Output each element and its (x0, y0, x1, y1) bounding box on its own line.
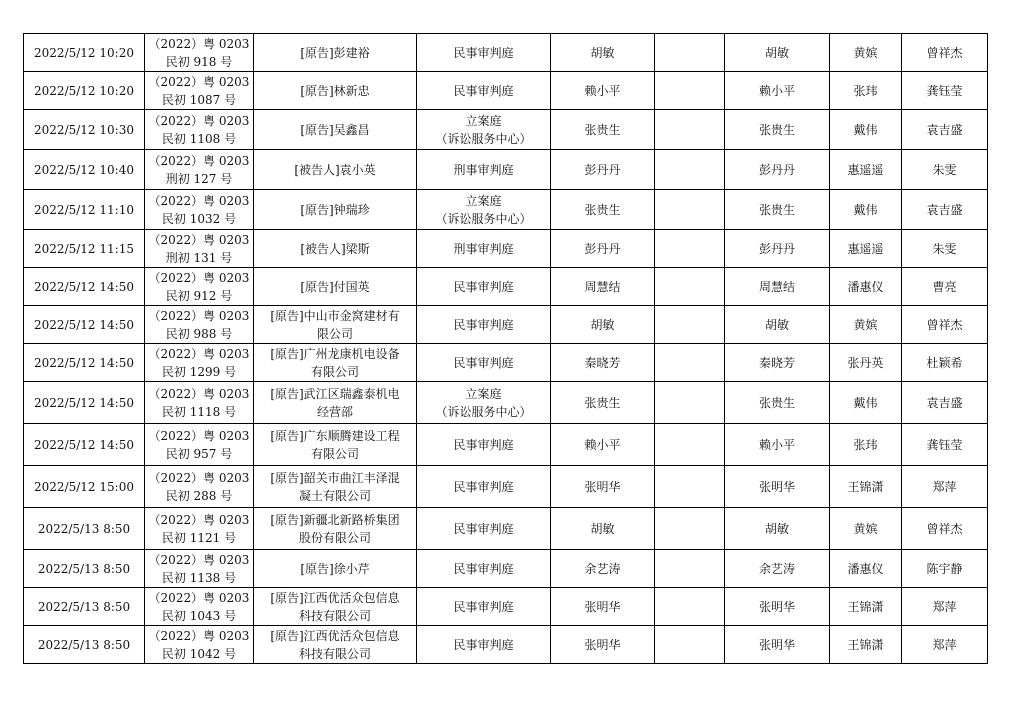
presiding-judge-cell: 张贵生 (725, 382, 830, 424)
table-row (24, 110, 988, 150)
clerk-cell: 黄嫔 (830, 34, 902, 72)
panel-member-cell: 曾祥杰 (902, 34, 988, 72)
party-cell (254, 230, 417, 268)
party-cell-line: [原告]武江区瑞鑫泰机电 (270, 386, 400, 401)
judge-cell: 彭丹丹 (551, 230, 655, 268)
tribunal-cell (417, 268, 551, 306)
case-number-cell-line: （2022）粤 0203 (148, 270, 250, 285)
case-number-cell-line: （2022）粤 0203 (148, 590, 250, 605)
table-row (24, 34, 988, 72)
case-number-cell (145, 110, 254, 150)
tribunal-cell-line: （诉讼服务中心） (435, 131, 532, 146)
clerk-cell: 戴伟 (830, 190, 902, 230)
case-number-cell-line: （2022）粤 0203 (148, 308, 250, 323)
table-row (24, 150, 988, 190)
panel-member-cell: 龚钰莹 (902, 72, 988, 110)
tribunal-cell (417, 588, 551, 626)
case-number-cell-line: （2022）粤 0203 (148, 470, 250, 485)
clerk-cell: 张丹英 (830, 344, 902, 382)
clerk-cell: 潘惠仪 (830, 268, 902, 306)
case-number-cell-line: 民初 912 号 (165, 288, 233, 303)
judge-cell: 张明华 (551, 626, 655, 664)
party-cell-line: [原告]中山市金窝建材有 (270, 308, 400, 323)
empty-cell (655, 382, 725, 424)
case-number-cell-line: 民初 1087 号 (161, 92, 237, 107)
tribunal-cell-line: 立案庭 (465, 193, 502, 208)
presiding-judge-cell: 胡敏 (725, 34, 830, 72)
party-cell-line: [原告]广州龙康机电设备 (270, 346, 400, 361)
party-cell (254, 306, 417, 344)
case-number-cell (145, 150, 254, 190)
hearing-time-cell: 2022/5/12 15:00 (24, 466, 145, 508)
tribunal-cell (417, 424, 551, 466)
case-number-cell-line: 民初 1043 号 (161, 608, 237, 623)
clerk-cell: 张玮 (830, 424, 902, 466)
case-number-cell-line: （2022）粤 0203 (148, 113, 250, 128)
empty-cell (655, 466, 725, 508)
tribunal-cell-line: 民事审判庭 (453, 521, 514, 536)
judge-cell: 赖小平 (551, 72, 655, 110)
case-number-cell (145, 466, 254, 508)
tribunal-cell (417, 508, 551, 550)
clerk-cell: 王锦潇 (830, 626, 902, 664)
tribunal-cell (417, 190, 551, 230)
case-number-cell (145, 34, 254, 72)
hearing-time-cell: 2022/5/12 14:50 (24, 268, 145, 306)
panel-member-cell: 郑萍 (902, 588, 988, 626)
clerk-cell: 潘惠仪 (830, 550, 902, 588)
tribunal-cell (417, 150, 551, 190)
tribunal-cell (417, 626, 551, 664)
tribunal-cell (417, 382, 551, 424)
presiding-judge-cell: 胡敏 (725, 508, 830, 550)
case-number-cell-line: （2022）粤 0203 (148, 153, 250, 168)
party-cell (254, 268, 417, 306)
presiding-judge-cell: 张明华 (725, 588, 830, 626)
empty-cell (655, 110, 725, 150)
panel-member-cell: 朱雯 (902, 150, 988, 190)
hearing-time-cell: 2022/5/12 10:40 (24, 150, 145, 190)
table-row (24, 466, 988, 508)
tribunal-cell-line: 民事审判庭 (453, 279, 514, 294)
empty-cell (655, 230, 725, 268)
case-number-cell (145, 72, 254, 110)
table-row (24, 550, 988, 588)
presiding-judge-cell: 秦晓芳 (725, 344, 830, 382)
case-number-cell-line: 刑初 131 号 (165, 250, 233, 265)
panel-member-cell: 郑萍 (902, 626, 988, 664)
hearing-time-cell: 2022/5/12 14:50 (24, 382, 145, 424)
judge-cell: 张明华 (551, 466, 655, 508)
presiding-judge-cell: 张贵生 (725, 190, 830, 230)
case-number-cell (145, 588, 254, 626)
party-cell-line: [原告]付国英 (300, 279, 370, 294)
clerk-cell: 王锦潇 (830, 588, 902, 626)
hearing-time-cell: 2022/5/13 8:50 (24, 508, 145, 550)
judge-cell: 张明华 (551, 588, 655, 626)
clerk-cell: 惠遥遥 (830, 230, 902, 268)
panel-member-cell: 朱雯 (902, 230, 988, 268)
party-cell-line: [原告]江西优活众包信息 (270, 628, 400, 643)
empty-cell (655, 72, 725, 110)
judge-cell: 胡敏 (551, 34, 655, 72)
panel-member-cell: 陈宇静 (902, 550, 988, 588)
panel-member-cell: 袁吉盛 (902, 110, 988, 150)
clerk-cell: 戴伟 (830, 110, 902, 150)
tribunal-cell-line: （诉讼服务中心） (435, 404, 532, 419)
party-cell-line: 科技有限公司 (298, 608, 371, 623)
table-row (24, 424, 988, 466)
panel-member-cell: 曹亮 (902, 268, 988, 306)
party-cell-line: [原告]吴鑫昌 (300, 122, 370, 137)
panel-member-cell: 曾祥杰 (902, 508, 988, 550)
case-number-cell-line: （2022）粤 0203 (148, 193, 250, 208)
hearing-time-cell: 2022/5/12 10:20 (24, 34, 145, 72)
case-number-cell (145, 508, 254, 550)
party-cell (254, 34, 417, 72)
case-number-cell-line: 民初 1121 号 (161, 530, 237, 545)
empty-cell (655, 190, 725, 230)
party-cell-line: [原告]韶关市曲江丰泽混 (270, 470, 400, 485)
hearing-time-cell: 2022/5/12 10:30 (24, 110, 145, 150)
panel-member-cell: 郑萍 (902, 466, 988, 508)
hearing-time-cell: 2022/5/12 10:20 (24, 72, 145, 110)
tribunal-cell (417, 230, 551, 268)
party-cell-line: [被告人]梁斯 (300, 241, 370, 256)
party-cell-line: [原告]新疆北新路桥集团 (270, 512, 400, 527)
tribunal-cell-line: 刑事审判庭 (453, 241, 514, 256)
hearing-table (23, 33, 988, 664)
presiding-judge-cell: 张明华 (725, 466, 830, 508)
tribunal-cell-line: 刑事审判庭 (453, 162, 514, 177)
party-cell-line: [原告]彭建裕 (300, 45, 370, 60)
tribunal-cell (417, 344, 551, 382)
case-number-cell (145, 382, 254, 424)
case-number-cell (145, 190, 254, 230)
case-number-cell-line: 民初 288 号 (165, 488, 233, 503)
hearing-time-cell: 2022/5/12 14:50 (24, 344, 145, 382)
party-cell-line: [原告]钟瑞珍 (300, 202, 370, 217)
tribunal-cell-line: 民事审判庭 (453, 83, 514, 98)
judge-cell: 余艺涛 (551, 550, 655, 588)
table-row (24, 508, 988, 550)
table-row (24, 268, 988, 306)
party-cell (254, 588, 417, 626)
hearing-time-cell: 2022/5/12 14:50 (24, 424, 145, 466)
party-cell-line: 经营部 (316, 404, 353, 419)
empty-cell (655, 626, 725, 664)
case-number-cell-line: 民初 1042 号 (161, 646, 237, 661)
table-row (24, 588, 988, 626)
presiding-judge-cell: 余艺涛 (725, 550, 830, 588)
party-cell (254, 344, 417, 382)
case-number-cell (145, 306, 254, 344)
hearing-time-cell: 2022/5/12 14:50 (24, 306, 145, 344)
presiding-judge-cell: 彭丹丹 (725, 150, 830, 190)
party-cell (254, 72, 417, 110)
case-number-cell-line: 民初 1299 号 (161, 364, 237, 379)
panel-member-cell: 曾祥杰 (902, 306, 988, 344)
hearing-schedule (23, 33, 988, 664)
table-row (24, 230, 988, 268)
party-cell (254, 626, 417, 664)
empty-cell (655, 588, 725, 626)
tribunal-cell-line: 民事审判庭 (453, 355, 514, 370)
presiding-judge-cell: 彭丹丹 (725, 230, 830, 268)
table-row (24, 190, 988, 230)
case-number-cell-line: 民初 1108 号 (161, 131, 237, 146)
case-number-cell (145, 424, 254, 466)
tribunal-cell-line: 民事审判庭 (453, 317, 514, 332)
clerk-cell: 张玮 (830, 72, 902, 110)
party-cell-line: [原告]江西优活众包信息 (270, 590, 400, 605)
tribunal-cell-line: 民事审判庭 (453, 45, 514, 60)
tribunal-cell-line: （诉讼服务中心） (435, 211, 532, 226)
case-number-cell-line: （2022）粤 0203 (148, 428, 250, 443)
case-number-cell-line: （2022）粤 0203 (148, 74, 250, 89)
table-row (24, 72, 988, 110)
tribunal-cell-line: 立案庭 (465, 113, 502, 128)
tribunal-cell-line: 民事审判庭 (453, 479, 514, 494)
hearing-time-cell: 2022/5/13 8:50 (24, 550, 145, 588)
party-cell-line: 限公司 (316, 326, 353, 341)
presiding-judge-cell: 赖小平 (725, 424, 830, 466)
empty-cell (655, 508, 725, 550)
hearing-time-cell: 2022/5/12 11:15 (24, 230, 145, 268)
panel-member-cell: 杜颖希 (902, 344, 988, 382)
case-number-cell-line: 刑初 127 号 (165, 171, 233, 186)
clerk-cell: 惠遥遥 (830, 150, 902, 190)
judge-cell: 秦晓芳 (551, 344, 655, 382)
party-cell-line: 有限公司 (310, 364, 359, 379)
party-cell-line: 有限公司 (310, 446, 359, 461)
case-number-cell (145, 344, 254, 382)
clerk-cell: 戴伟 (830, 382, 902, 424)
case-number-cell-line: 民初 1032 号 (161, 211, 237, 226)
tribunal-cell-line: 民事审判庭 (453, 599, 514, 614)
empty-cell (655, 424, 725, 466)
party-cell-line: 科技有限公司 (298, 646, 371, 661)
panel-member-cell: 袁吉盛 (902, 382, 988, 424)
party-cell-line: 凝土有限公司 (298, 488, 371, 503)
case-number-cell-line: 民初 957 号 (165, 446, 233, 461)
party-cell-line: [原告]徐小芹 (300, 561, 370, 576)
case-number-cell-line: （2022）粤 0203 (148, 346, 250, 361)
tribunal-cell-line: 民事审判庭 (453, 637, 514, 652)
tribunal-cell (417, 550, 551, 588)
presiding-judge-cell: 张贵生 (725, 110, 830, 150)
empty-cell (655, 306, 725, 344)
party-cell (254, 382, 417, 424)
party-cell (254, 150, 417, 190)
case-number-cell (145, 230, 254, 268)
judge-cell: 张贵生 (551, 382, 655, 424)
case-number-cell-line: （2022）粤 0203 (148, 552, 250, 567)
case-number-cell-line: （2022）粤 0203 (148, 232, 250, 247)
presiding-judge-cell: 赖小平 (725, 72, 830, 110)
tribunal-cell (417, 110, 551, 150)
judge-cell: 张贵生 (551, 110, 655, 150)
judge-cell: 周慧结 (551, 268, 655, 306)
case-number-cell (145, 626, 254, 664)
hearing-time-cell: 2022/5/13 8:50 (24, 588, 145, 626)
party-cell-line: [被告人]袁小英 (294, 162, 376, 177)
clerk-cell: 黄嫔 (830, 306, 902, 344)
party-cell-line: 股份有限公司 (298, 530, 371, 545)
case-number-cell-line: 民初 918 号 (165, 54, 233, 69)
table-row (24, 306, 988, 344)
judge-cell: 赖小平 (551, 424, 655, 466)
party-cell (254, 466, 417, 508)
table-row (24, 344, 988, 382)
tribunal-cell (417, 306, 551, 344)
judge-cell: 彭丹丹 (551, 150, 655, 190)
empty-cell (655, 34, 725, 72)
tribunal-cell-line: 立案庭 (465, 386, 502, 401)
case-number-cell-line: （2022）粤 0203 (148, 512, 250, 527)
tribunal-cell (417, 34, 551, 72)
empty-cell (655, 550, 725, 588)
case-number-cell-line: （2022）粤 0203 (148, 386, 250, 401)
table-body (24, 34, 988, 664)
tribunal-cell (417, 72, 551, 110)
hearing-time-cell: 2022/5/12 11:10 (24, 190, 145, 230)
case-number-cell-line: （2022）粤 0203 (148, 628, 250, 643)
panel-member-cell: 龚钰莹 (902, 424, 988, 466)
case-number-cell (145, 550, 254, 588)
case-number-cell-line: 民初 988 号 (165, 326, 233, 341)
judge-cell: 胡敏 (551, 508, 655, 550)
party-cell-line: [原告]广东顺腾建设工程 (270, 428, 400, 443)
party-cell (254, 110, 417, 150)
panel-member-cell: 袁吉盛 (902, 190, 988, 230)
empty-cell (655, 150, 725, 190)
case-number-cell-line: 民初 1138 号 (161, 570, 237, 585)
party-cell (254, 550, 417, 588)
party-cell (254, 190, 417, 230)
empty-cell (655, 344, 725, 382)
hearing-time-cell: 2022/5/13 8:50 (24, 626, 145, 664)
presiding-judge-cell: 胡敏 (725, 306, 830, 344)
judge-cell: 张贵生 (551, 190, 655, 230)
tribunal-cell-line: 民事审判庭 (453, 561, 514, 576)
case-number-cell-line: 民初 1118 号 (161, 404, 237, 419)
tribunal-cell (417, 466, 551, 508)
presiding-judge-cell: 周慧结 (725, 268, 830, 306)
clerk-cell: 黄嫔 (830, 508, 902, 550)
party-cell-line: [原告]林新忠 (300, 83, 370, 98)
case-number-cell-line: （2022）粤 0203 (148, 36, 250, 51)
judge-cell: 胡敏 (551, 306, 655, 344)
empty-cell (655, 268, 725, 306)
table-row (24, 382, 988, 424)
case-number-cell (145, 268, 254, 306)
tribunal-cell-line: 民事审判庭 (453, 437, 514, 452)
table-row (24, 626, 988, 664)
party-cell (254, 424, 417, 466)
party-cell (254, 508, 417, 550)
presiding-judge-cell: 张明华 (725, 626, 830, 664)
clerk-cell: 王锦潇 (830, 466, 902, 508)
